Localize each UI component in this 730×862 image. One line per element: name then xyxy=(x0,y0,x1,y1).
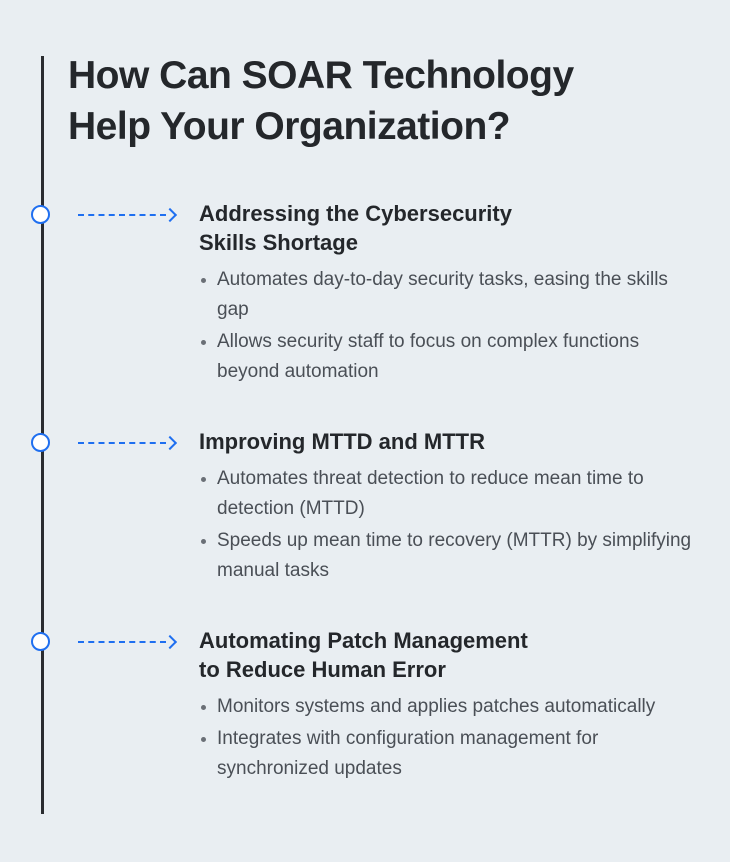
list-item: Monitors systems and applies patches automatically xyxy=(199,692,699,722)
section-heading xyxy=(199,199,709,257)
dashed-connector xyxy=(78,214,166,216)
section-heading-line-1: Addressing the Cybersecurity xyxy=(199,201,512,226)
section-heading-line-1: Improving MTTD and MTTR xyxy=(199,429,485,454)
bullet-list xyxy=(199,692,699,786)
bullet-list xyxy=(199,464,699,588)
list-item: Automates threat detection to reduce mean time to detection (MTTD) xyxy=(199,464,699,524)
chevron-right-icon xyxy=(163,635,177,649)
section-heading-line-2: to Reduce Human Error xyxy=(199,657,446,682)
list-item: Integrates with configuration management for synchronized updates xyxy=(199,724,699,784)
section-heading-line-1: Automating Patch Management xyxy=(199,628,528,653)
section-heading-line-2: Skills Shortage xyxy=(199,230,358,255)
section-heading xyxy=(199,427,709,456)
dashed-connector xyxy=(78,641,166,643)
chevron-right-icon xyxy=(163,208,177,222)
timeline-node-icon xyxy=(31,205,50,224)
chevron-right-icon xyxy=(163,436,177,450)
bullet-list xyxy=(199,265,699,389)
list-item: Speeds up mean time to recovery (MTTR) by simplifying manual tasks xyxy=(199,526,699,586)
page-title-line-1: How Can SOAR Technology xyxy=(68,54,574,97)
timeline-node-icon xyxy=(31,632,50,651)
list-item: Automates day-to-day security tasks, easing the skills gap xyxy=(199,265,699,325)
page-title xyxy=(68,50,708,152)
section-heading xyxy=(199,626,709,684)
timeline-node-icon xyxy=(31,433,50,452)
dashed-connector xyxy=(78,442,166,444)
list-item: Allows security staff to focus on complex functions beyond automation xyxy=(199,327,699,387)
page-title-line-2: Help Your Organization? xyxy=(68,105,511,148)
